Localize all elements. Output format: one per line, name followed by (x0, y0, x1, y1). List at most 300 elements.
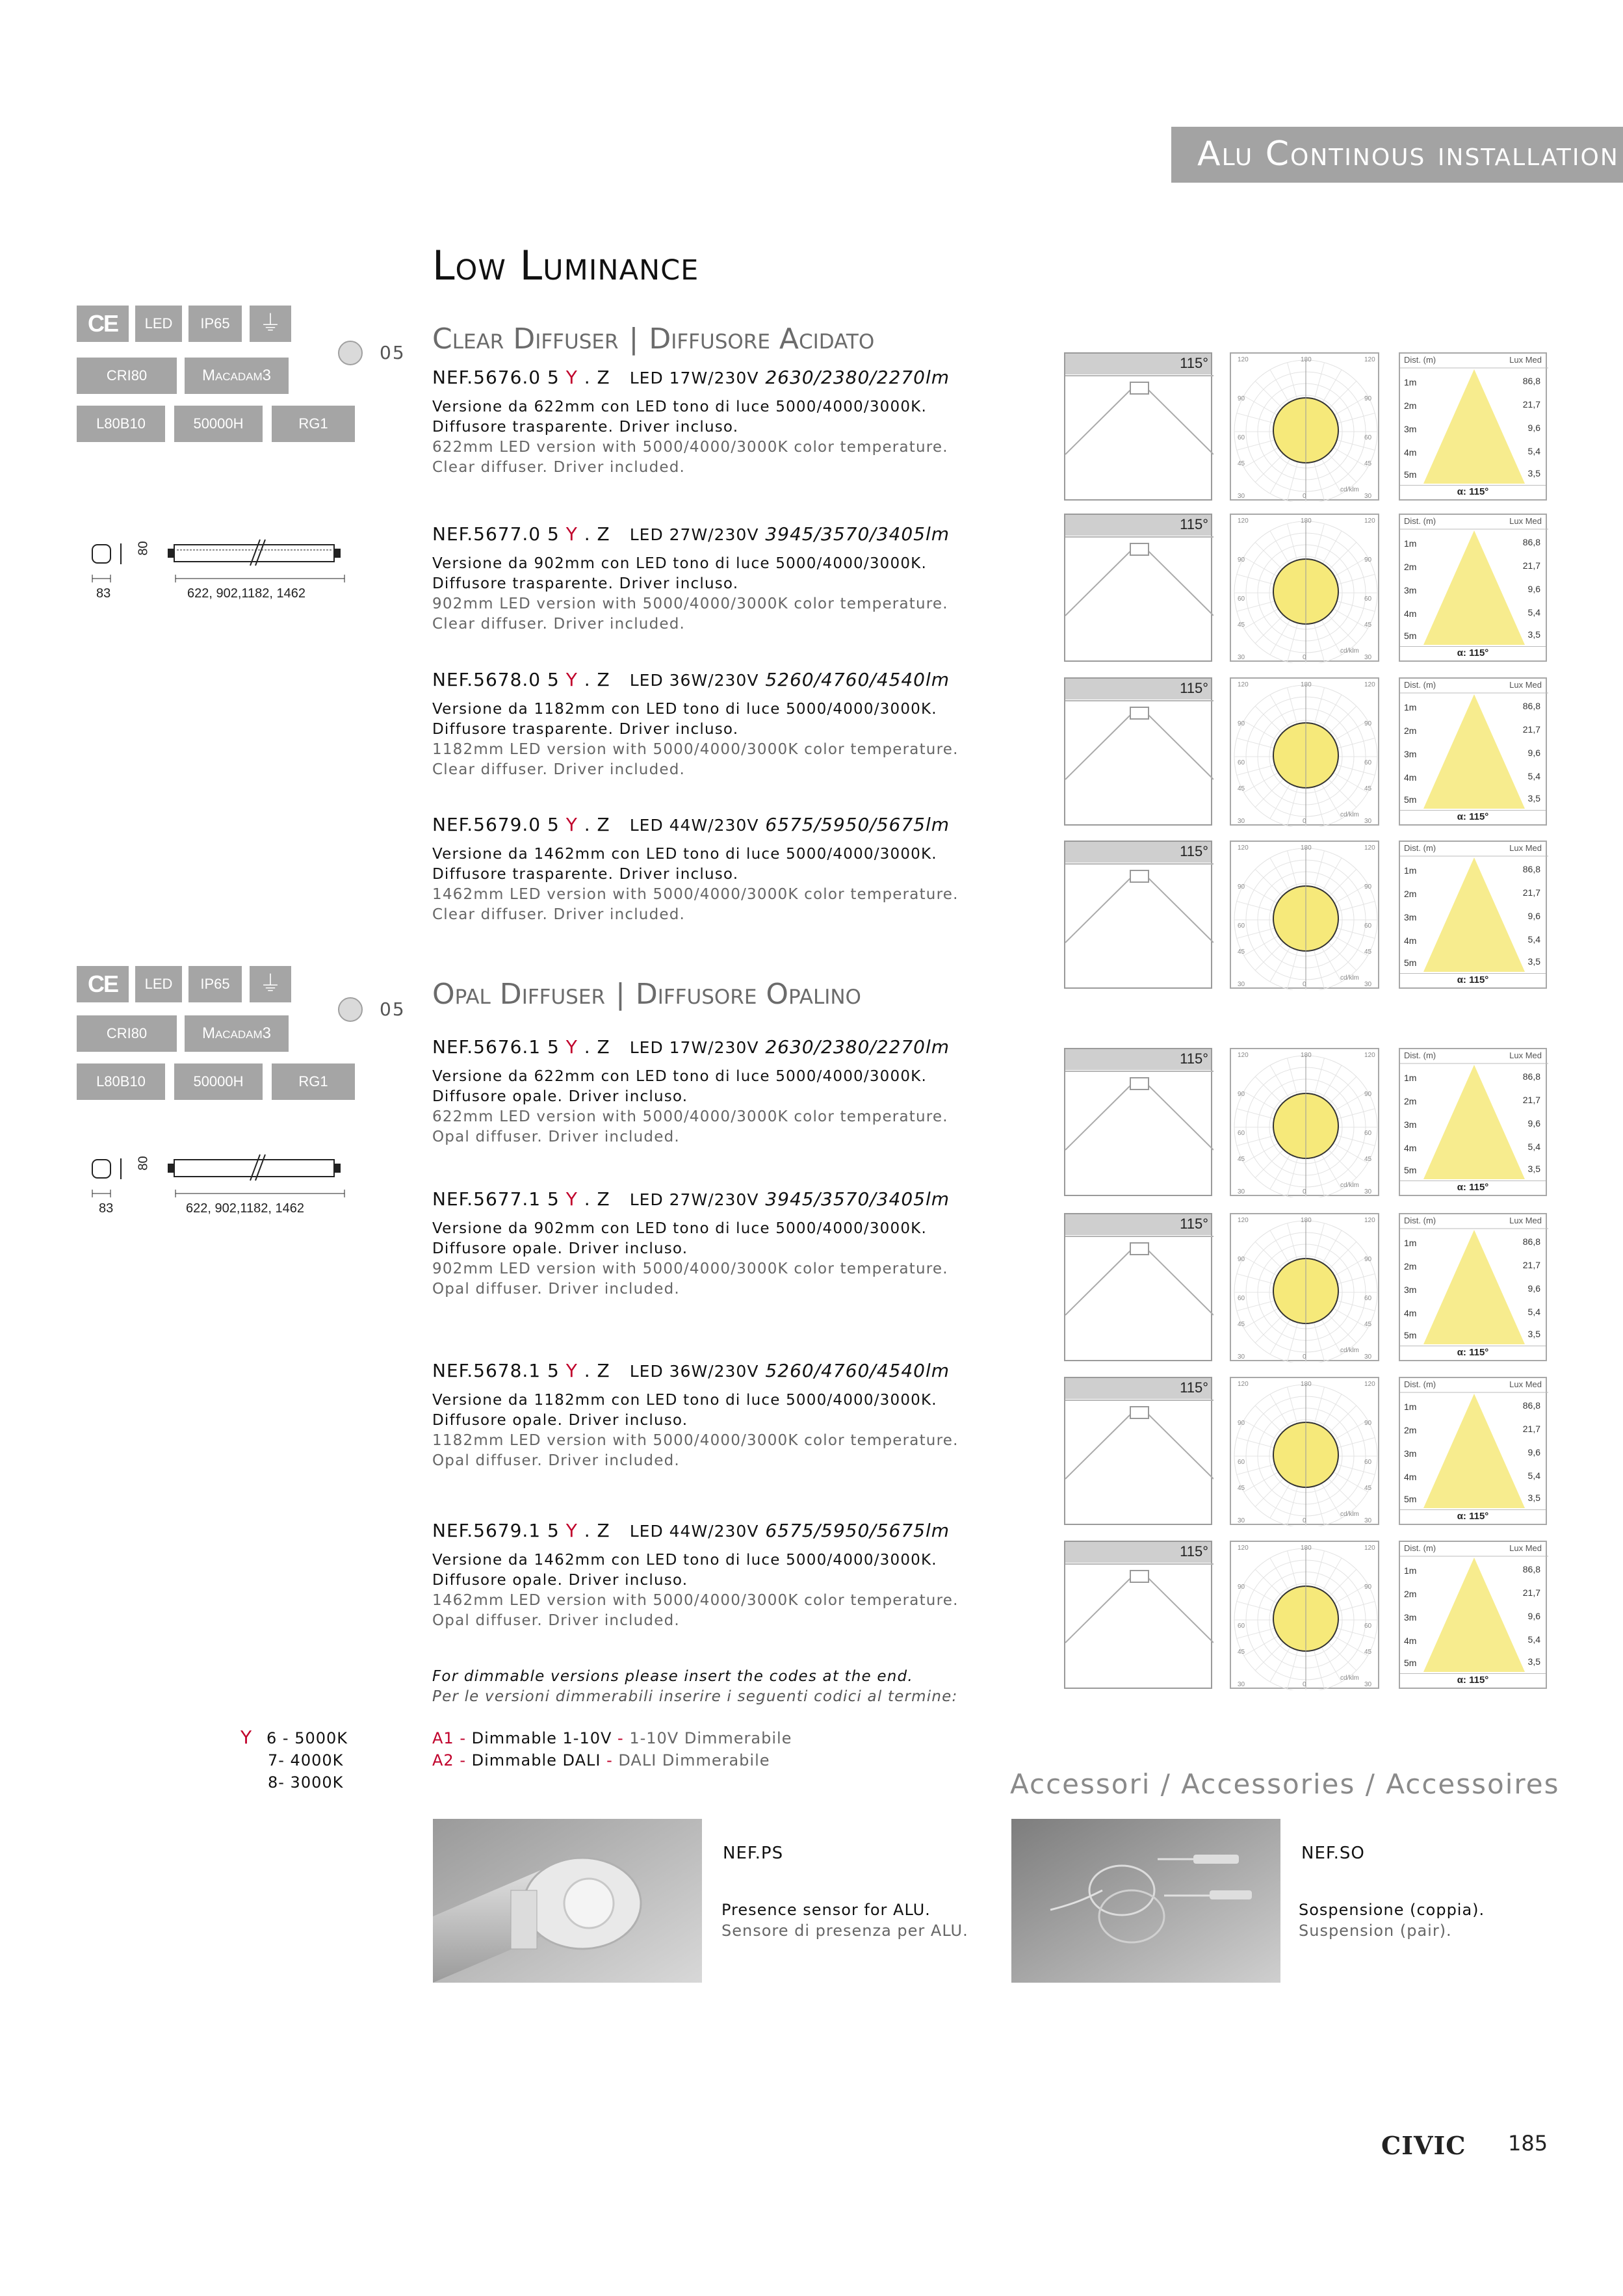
svg-text:30: 30 (1364, 1681, 1372, 1688)
svg-text:90: 90 (1364, 395, 1372, 402)
svg-text:30: 30 (1238, 981, 1245, 988)
lumen-spec: 5260/4760/4540lm (765, 1360, 950, 1381)
led-spec: LED 44W/230V (629, 816, 759, 835)
badge-led: LED (135, 306, 182, 342)
beam-diagram (1064, 841, 1212, 989)
distance-label: 1m (1404, 1073, 1417, 1083)
distance-label: 1m (1404, 702, 1417, 712)
led-spec: LED 17W/230V (629, 369, 759, 387)
beam-diagram (1064, 352, 1212, 501)
svg-text:180: 180 (1301, 1217, 1312, 1224)
product-code-line (432, 367, 1017, 388)
lux-value: 9,6 (1527, 911, 1540, 921)
beam-angle: 115° (1180, 680, 1208, 696)
page-title: Low Luminance (432, 242, 699, 289)
lumen-spec: 6575/5950/5675lm (765, 1520, 950, 1541)
beam-angle: 115° (1180, 355, 1208, 371)
accessory-desc-it: Suspension (pair). (1299, 1922, 1452, 1940)
svg-text:90: 90 (1364, 883, 1372, 891)
lux-value: 86,8 (1522, 1071, 1540, 1082)
svg-text:90: 90 (1364, 1256, 1372, 1263)
distance-label: 3m (1404, 424, 1417, 434)
svg-text:120: 120 (1364, 1545, 1375, 1552)
distance-label: 3m (1404, 1285, 1417, 1295)
distance-label: 1m (1404, 538, 1417, 549)
title-separator: | (616, 978, 625, 1011)
polar-diagram (1230, 352, 1379, 501)
led-spec: LED 44W/230V (629, 1522, 759, 1541)
dim-lines (91, 1187, 364, 1200)
distance-label: 3m (1404, 1448, 1417, 1459)
z-placeholder: . Z (577, 669, 610, 690)
z-placeholder: . Z (577, 1360, 610, 1381)
distance-label: 4m (1404, 1143, 1417, 1153)
beam-diagram (1064, 1541, 1212, 1689)
lux-value: 9,6 (1527, 1283, 1540, 1294)
svg-text:180: 180 (1301, 1052, 1312, 1059)
svg-text:cd/klm: cd/klm (1340, 1347, 1359, 1354)
lux-value: 3,5 (1527, 1329, 1540, 1339)
distance-label: 4m (1404, 1308, 1417, 1318)
z-placeholder: . Z (577, 1036, 610, 1058)
svg-text:90: 90 (1238, 1584, 1245, 1591)
svg-text:120: 120 (1238, 1545, 1249, 1552)
product-code: NEF.5678.1 5 (432, 1360, 566, 1381)
product-code: NEF.5676.0 5 (432, 367, 566, 388)
lux-value: 86,8 (1522, 864, 1540, 874)
svg-text:cd/klm: cd/klm (1340, 1511, 1359, 1518)
svg-text:cd/klm: cd/klm (1340, 974, 1359, 982)
distance-label: 1m (1404, 1402, 1417, 1412)
lux-table: Dist. (m) Lux Med 1m 86,8 2m 21,7 3m 9,6 4m 5,4 5m 3,5 α: 115° (1399, 1048, 1547, 1196)
suspension-illustration (1011, 1819, 1280, 1983)
badge-rg1: RG1 (272, 1063, 355, 1100)
lux-value: 86,8 (1522, 537, 1540, 547)
lux-value: 3,5 (1527, 1656, 1540, 1667)
lux-table: Dist. (m) Lux Med 1m 86,8 2m 21,7 3m 9,6 4m 5,4 5m 3,5 α: 115° (1399, 677, 1547, 826)
distance-label: 4m (1404, 608, 1417, 619)
distance-label: 5m (1404, 1494, 1417, 1504)
badge-macadam: Macadam3 (185, 1015, 289, 1052)
svg-text:0: 0 (1303, 1517, 1306, 1524)
svg-text:cd/klm: cd/klm (1340, 647, 1359, 655)
y-placeholder: Y (565, 1036, 578, 1058)
led-spec: LED 36W/230V (629, 671, 759, 690)
lux-value: 9,6 (1527, 1447, 1540, 1457)
dimmable-code-a2: A2 - Dimmable DALI - DALI Dimmerabile (432, 1751, 770, 1769)
y-option: 6 - 5000K (266, 1729, 348, 1747)
table-footer: α: 115° (1400, 1509, 1546, 1524)
table-footer: α: 115° (1400, 485, 1546, 499)
table-footer: α: 115° (1400, 1673, 1546, 1688)
accessory-desc-en: Presence sensor for ALU. (721, 1901, 931, 1919)
svg-text:cd/klm: cd/klm (1340, 486, 1359, 493)
lux-value: 9,6 (1527, 584, 1540, 594)
option-code: 05 (380, 998, 406, 1020)
led-spec: LED 17W/230V (629, 1038, 759, 1057)
svg-text:180: 180 (1301, 517, 1312, 525)
svg-text:60: 60 (1364, 1295, 1372, 1302)
product-block (432, 523, 1017, 634)
lux-value: 5,4 (1527, 934, 1540, 945)
svg-text:180: 180 (1301, 844, 1312, 852)
svg-text:60: 60 (1364, 1459, 1372, 1466)
svg-text:60: 60 (1238, 434, 1245, 441)
lux-table: Dist. (m) Lux Med 1m 86,8 2m 21,7 3m 9,6 4m 5,4 5m 3,5 α: 115° (1399, 1377, 1547, 1525)
dimmable-note-en: For dimmable versions please insert the codes at the end. (432, 1668, 913, 1685)
product-block (432, 1520, 1017, 1631)
product-code-line (432, 1188, 1017, 1210)
dim-width: 83 (99, 1201, 114, 1216)
svg-text:120: 120 (1238, 1052, 1249, 1059)
lux-value: 21,7 (1522, 887, 1540, 898)
lux-value: 21,7 (1522, 399, 1540, 410)
svg-text:30: 30 (1238, 1681, 1245, 1688)
header-band (1171, 127, 1623, 183)
distance-label: 5m (1404, 1165, 1417, 1175)
badge-rg1: RG1 (272, 406, 355, 442)
svg-text:30: 30 (1364, 654, 1372, 661)
lux-value: 21,7 (1522, 724, 1540, 735)
svg-text:0: 0 (1303, 818, 1306, 825)
dim-width: 83 (96, 586, 111, 601)
desc-en: 622mm LED version with 5000/4000/3000K color temperature. Clear diffuser. Driver included. (432, 439, 948, 476)
page-number: 185 (1508, 2131, 1548, 2156)
led-spec: LED 27W/230V (629, 1190, 759, 1209)
desc-en: 902mm LED version with 5000/4000/3000K color temperature. Clear diffuser. Driver included. (432, 595, 948, 633)
svg-text:60: 60 (1364, 434, 1372, 441)
product-code: NEF.5676.1 5 (432, 1036, 566, 1058)
svg-text:45: 45 (1238, 1649, 1245, 1656)
svg-text:90: 90 (1238, 556, 1245, 564)
svg-text:45: 45 (1238, 1156, 1245, 1163)
svg-text:120: 120 (1364, 681, 1375, 688)
z-placeholder: . Z (577, 1520, 610, 1541)
distance-label: 4m (1404, 447, 1417, 458)
distance-label: 3m (1404, 1612, 1417, 1623)
svg-text:90: 90 (1238, 395, 1245, 402)
distance-label: 5m (1404, 631, 1417, 641)
earth-icon: ⏚ (250, 306, 291, 342)
option-swatch (338, 997, 363, 1022)
svg-text:60: 60 (1238, 595, 1245, 603)
beam-angle: 115° (1180, 516, 1208, 532)
beam-diagram (1064, 677, 1212, 826)
lux-value: 86,8 (1522, 701, 1540, 711)
svg-text:45: 45 (1364, 1485, 1372, 1492)
lux-value: 21,7 (1522, 1587, 1540, 1598)
distance-label: 4m (1404, 935, 1417, 946)
svg-text:45: 45 (1364, 1156, 1372, 1163)
badge-ip65: IP65 (188, 306, 242, 342)
product-code-line (432, 1036, 1017, 1058)
lux-value: 86,8 (1522, 376, 1540, 386)
lux-value: 3,5 (1527, 793, 1540, 803)
svg-text:45: 45 (1238, 460, 1245, 467)
y-placeholder: Y (565, 1360, 578, 1381)
svg-text:45: 45 (1364, 1649, 1372, 1656)
z-placeholder: . Z (577, 814, 610, 835)
profile-drawing (84, 537, 357, 576)
svg-text:30: 30 (1364, 493, 1372, 500)
svg-text:60: 60 (1364, 922, 1372, 930)
distance-label: 1m (1404, 1238, 1417, 1248)
badge-led: LED (135, 966, 182, 1002)
desc-it: Versione da 1462mm con LED tono di luce 5000/4000/3000K. Diffusore trasparente. Driver incluso. (432, 846, 937, 883)
distance-label: 2m (1404, 1425, 1417, 1435)
beam-diagram (1064, 1048, 1212, 1196)
beam-angle: 115° (1180, 1216, 1208, 1232)
svg-text:0: 0 (1303, 981, 1306, 988)
polar-diagram (1230, 1048, 1379, 1196)
dim-lines (91, 572, 364, 585)
beam-diagram (1064, 514, 1212, 662)
suspension-image (1011, 1819, 1280, 1983)
svg-text:45: 45 (1364, 460, 1372, 467)
beam-diagram (1064, 1377, 1212, 1525)
svg-text:120: 120 (1238, 681, 1249, 688)
dim-lengths: 622, 902,1182, 1462 (186, 1201, 305, 1216)
svg-text:90: 90 (1238, 720, 1245, 727)
accessories-title: Accessori / Accessories / Accessoires (1010, 1768, 1560, 1800)
lux-value: 21,7 (1522, 1424, 1540, 1434)
svg-text:60: 60 (1238, 922, 1245, 930)
y-letter: Y (240, 1727, 252, 1748)
lux-value: 3,5 (1527, 956, 1540, 967)
distance-label: 2m (1404, 1589, 1417, 1599)
svg-text:30: 30 (1364, 1517, 1372, 1524)
svg-text:60: 60 (1364, 759, 1372, 766)
distance-label: 5m (1404, 794, 1417, 805)
y-placeholder: Y (565, 814, 578, 835)
lumen-spec: 3945/3570/3405lm (765, 1188, 950, 1210)
lumen-spec: 2630/2380/2270lm (765, 367, 950, 388)
beam-angle: 115° (1180, 1050, 1208, 1067)
distance-label: 3m (1404, 585, 1417, 595)
lux-value: 86,8 (1522, 1564, 1540, 1574)
desc-en: 622mm LED version with 5000/4000/3000K color temperature. Opal diffuser. Driver included. (432, 1108, 948, 1145)
lux-value: 21,7 (1522, 1095, 1540, 1105)
svg-text:45: 45 (1364, 785, 1372, 792)
accessory-desc-en: Sospensione (coppia). (1299, 1901, 1485, 1919)
y-placeholder: Y (565, 669, 578, 690)
z-placeholder: . Z (577, 1188, 610, 1210)
lux-value: 9,6 (1527, 1611, 1540, 1621)
product-block (432, 1036, 1017, 1147)
svg-text:120: 120 (1364, 356, 1375, 363)
lux-table: Dist. (m) Lux Med 1m 86,8 2m 21,7 3m 9,6 4m 5,4 5m 3,5 α: 115° (1399, 841, 1547, 989)
svg-text:60: 60 (1238, 759, 1245, 766)
lumen-spec: 5260/4760/4540lm (765, 669, 950, 690)
beam-diagram (1064, 1213, 1212, 1361)
sensor-illustration (433, 1819, 702, 1983)
ce-mark-icon: CE (77, 966, 129, 1002)
dim-height: 80 (136, 541, 151, 556)
lux-value: 5,4 (1527, 1307, 1540, 1317)
badge-l80b10: L80B10 (77, 406, 165, 442)
svg-text:90: 90 (1364, 1091, 1372, 1098)
distance-label: 3m (1404, 912, 1417, 922)
svg-text:30: 30 (1364, 818, 1372, 825)
svg-text:120: 120 (1238, 356, 1249, 363)
desc-en: 1462mm LED version with 5000/4000/3000K color temperature. Clear diffuser. Driver included. (432, 886, 959, 923)
svg-text:90: 90 (1238, 1256, 1245, 1263)
svg-text:cd/klm: cd/klm (1340, 811, 1359, 818)
product-block (432, 1188, 1017, 1299)
svg-text:0: 0 (1303, 493, 1306, 500)
distance-label: 2m (1404, 562, 1417, 572)
lux-value: 3,5 (1527, 468, 1540, 478)
badge-lifetime: 50000H (174, 1063, 263, 1100)
option-code: 05 (380, 342, 406, 363)
accessory-desc-it: Sensore di presenza per ALU. (721, 1922, 968, 1940)
distance-label: 1m (1404, 865, 1417, 876)
badge-lifetime: 50000H (174, 406, 263, 442)
distance-label: 3m (1404, 1119, 1417, 1130)
svg-text:90: 90 (1238, 1091, 1245, 1098)
distance-label: 2m (1404, 1096, 1417, 1106)
distance-label: 5m (1404, 1330, 1417, 1340)
product-block (432, 1360, 1017, 1471)
polar-diagram (1230, 514, 1379, 662)
y-placeholder: Y (565, 1188, 578, 1210)
table-footer: α: 115° (1400, 1181, 1546, 1195)
desc-en: 902mm LED version with 5000/4000/3000K color temperature. Opal diffuser. Driver included. (432, 1260, 948, 1298)
brand-logo: CIVIC (1381, 2131, 1466, 2160)
accessory-code: NEF.SO (1301, 1844, 1365, 1863)
distance-label: 1m (1404, 377, 1417, 387)
distance-label: 5m (1404, 958, 1417, 968)
svg-text:90: 90 (1238, 883, 1245, 891)
lumen-spec: 2630/2380/2270lm (765, 1036, 950, 1058)
title-separator: | (629, 322, 639, 356)
svg-text:45: 45 (1238, 621, 1245, 629)
distance-label: 2m (1404, 725, 1417, 736)
svg-text:30: 30 (1238, 1353, 1245, 1361)
lux-value: 3,5 (1527, 1493, 1540, 1503)
svg-text:120: 120 (1238, 1381, 1249, 1388)
badge-l80b10: L80B10 (77, 1063, 165, 1100)
distance-label: 2m (1404, 889, 1417, 899)
distance-label: 1m (1404, 1565, 1417, 1576)
lux-value: 86,8 (1522, 1400, 1540, 1411)
accessory-code: NEF.PS (723, 1844, 784, 1863)
section-title-it: Diffusore Acidato (649, 322, 875, 356)
distance-label: 4m (1404, 1636, 1417, 1646)
presence-sensor-image (433, 1819, 702, 1983)
svg-text:0: 0 (1303, 1681, 1306, 1688)
desc-en: 1182mm LED version with 5000/4000/3000K color temperature. Opal diffuser. Driver included. (432, 1432, 959, 1469)
svg-text:30: 30 (1238, 1188, 1245, 1195)
header-title: Alu Continous installation (1197, 135, 1619, 174)
dim-lengths: 622, 902,1182, 1462 (187, 586, 306, 601)
svg-text:120: 120 (1364, 1052, 1375, 1059)
y-option: 8- 3000K (268, 1773, 344, 1792)
profile-drawing (84, 1152, 357, 1191)
svg-text:45: 45 (1238, 948, 1245, 956)
product-code-line (432, 1520, 1017, 1541)
svg-text:60: 60 (1364, 1130, 1372, 1137)
lux-value: 5,4 (1527, 1634, 1540, 1645)
ce-mark-icon: CE (77, 306, 129, 342)
desc-it: Versione da 902mm con LED tono di luce 5000/4000/3000K. Diffusore opale. Driver incluso. (432, 1220, 927, 1257)
svg-text:90: 90 (1364, 720, 1372, 727)
product-code: NEF.5677.1 5 (432, 1188, 566, 1210)
polar-diagram (1230, 1213, 1379, 1361)
option-swatch (338, 341, 363, 365)
svg-text:45: 45 (1238, 1485, 1245, 1492)
svg-text:90: 90 (1364, 556, 1372, 564)
lux-value: 5,4 (1527, 446, 1540, 456)
product-code-line (432, 669, 1017, 690)
svg-text:60: 60 (1238, 1295, 1245, 1302)
product-code: NEF.5679.0 5 (432, 814, 566, 835)
table-footer: α: 115° (1400, 1346, 1546, 1360)
svg-text:180: 180 (1301, 1381, 1312, 1388)
table-footer: α: 115° (1400, 973, 1546, 987)
distance-label: 5m (1404, 1658, 1417, 1668)
lux-value: 86,8 (1522, 1236, 1540, 1247)
product-code: NEF.5679.1 5 (432, 1520, 566, 1541)
distance-label: 4m (1404, 772, 1417, 783)
distance-label: 5m (1404, 469, 1417, 480)
desc-it: Versione da 1182mm con LED tono di luce 5000/4000/3000K. Diffusore trasparente. Driver incluso. (432, 701, 937, 738)
distance-label: 2m (1404, 400, 1417, 411)
svg-text:30: 30 (1238, 818, 1245, 825)
product-code-line (432, 523, 1017, 545)
svg-text:180: 180 (1301, 681, 1312, 688)
product-code: NEF.5678.0 5 (432, 669, 566, 690)
svg-text:45: 45 (1238, 1321, 1245, 1328)
svg-text:60: 60 (1238, 1130, 1245, 1137)
lux-table: Dist. (m) Lux Med 1m 86,8 2m 21,7 3m 9,6 4m 5,4 5m 3,5 α: 115° (1399, 1213, 1547, 1361)
distance-label: 2m (1404, 1261, 1417, 1272)
desc-it: Versione da 622mm con LED tono di luce 5000/4000/3000K. Diffusore trasparente. Driver incluso. (432, 398, 927, 436)
polar-diagram (1230, 841, 1379, 989)
dimmable-code-a1: A1 - Dimmable 1-10V - 1-10V Dimmerabile (432, 1729, 792, 1747)
product-block (432, 669, 1017, 780)
product-block (432, 814, 1017, 925)
svg-text:30: 30 (1364, 1353, 1372, 1361)
lumen-spec: 3945/3570/3405lm (765, 523, 950, 545)
z-placeholder: . Z (577, 367, 610, 388)
lux-value: 5,4 (1527, 1470, 1540, 1481)
svg-text:90: 90 (1364, 1584, 1372, 1591)
svg-text:120: 120 (1364, 844, 1375, 852)
lux-value: 9,6 (1527, 423, 1540, 433)
desc-it: Versione da 1182mm con LED tono di luce 5000/4000/3000K. Diffusore opale. Driver incluso. (432, 1392, 937, 1429)
badge-cri80: CRI80 (77, 358, 177, 394)
lux-value: 5,4 (1527, 771, 1540, 781)
lux-value: 21,7 (1522, 560, 1540, 571)
lux-value: 5,4 (1527, 607, 1540, 618)
dimmable-note-it: Per le versioni dimmerabili inserire i seguenti codici al termine: (432, 1688, 958, 1705)
polar-diagram (1230, 1541, 1379, 1689)
svg-text:120: 120 (1238, 844, 1249, 852)
y-placeholder: Y (565, 367, 578, 388)
section-title-en: Opal Diffuser (432, 978, 605, 1011)
desc-it: Versione da 622mm con LED tono di luce 5000/4000/3000K. Diffusore opale. Driver incluso. (432, 1068, 927, 1105)
svg-text:30: 30 (1238, 493, 1245, 500)
section-title-en: Clear Diffuser (432, 322, 619, 356)
section-1-title (432, 322, 874, 356)
lux-value: 5,4 (1527, 1141, 1540, 1152)
led-spec: LED 27W/230V (629, 525, 759, 544)
svg-text:90: 90 (1364, 1420, 1372, 1427)
product-code-line (432, 814, 1017, 835)
table-footer: α: 115° (1400, 810, 1546, 824)
beam-angle: 115° (1180, 1379, 1208, 1396)
